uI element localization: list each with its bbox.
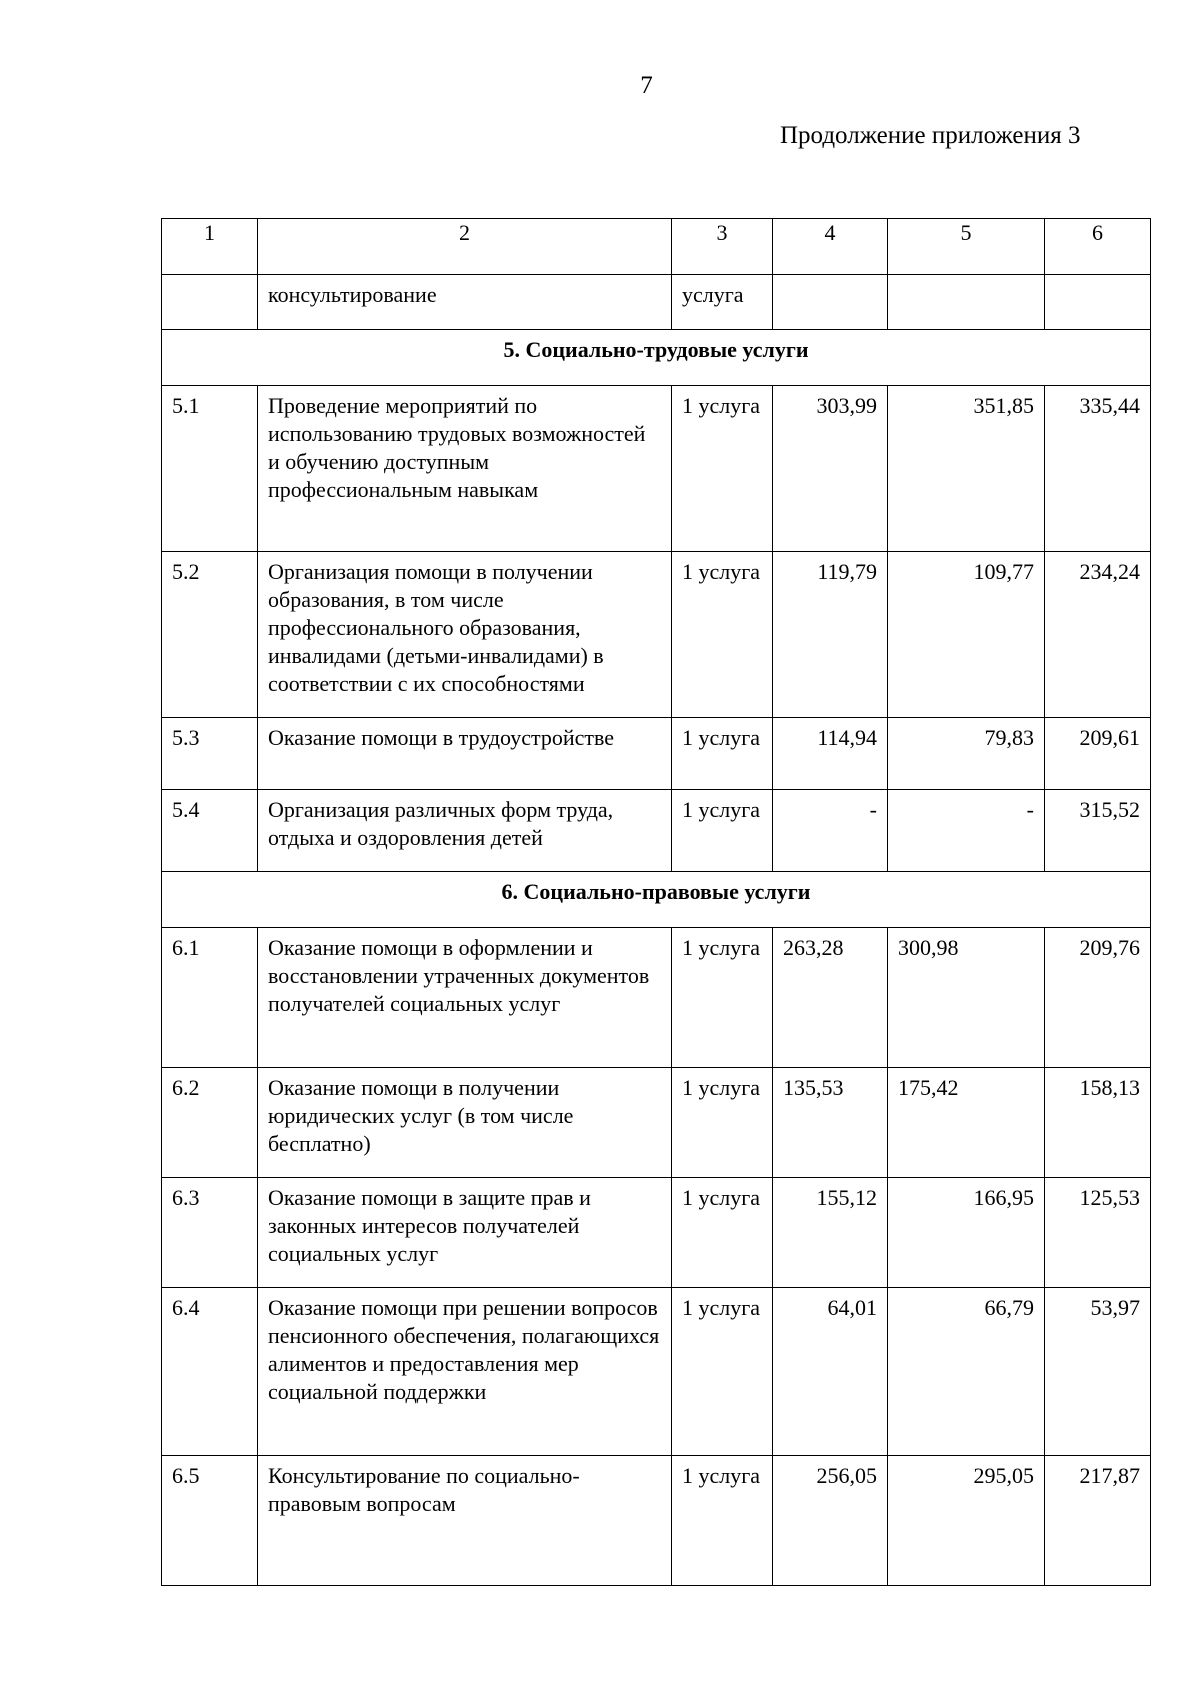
- value-col-5: 351,85: [888, 386, 1045, 552]
- continuation-label: Продолжение приложения 3: [780, 122, 1081, 149]
- value-col-5: 79,83: [888, 718, 1045, 790]
- value-col-6: 315,52: [1045, 790, 1151, 872]
- value-col-6: 209,76: [1045, 928, 1151, 1068]
- value-col-5: 175,42: [888, 1068, 1045, 1178]
- unit-cell: 1 услуга: [672, 1178, 773, 1288]
- value-col-5: 109,77: [888, 552, 1045, 718]
- table-row: [162, 1288, 1151, 1456]
- column-number: 3: [672, 219, 773, 275]
- unit-cell: 1 услуга: [672, 386, 773, 552]
- unit-cell: 1 услуга: [672, 928, 773, 1068]
- item-number: 5.2: [162, 552, 258, 718]
- services-table: [161, 218, 1151, 1586]
- value-col-4: [773, 275, 888, 330]
- service-name: Оказание помощи в защите прав и законных интересов получателей социальных услуг: [258, 1178, 672, 1288]
- service-name: Организация различных форм труда, отдыха и оздоровления детей: [258, 790, 672, 872]
- column-number: 2: [258, 219, 672, 275]
- service-name: Консультирование по социально-правовым вопросам: [258, 1456, 672, 1586]
- service-name: Оказание помощи в оформлении и восстановлении утраченных документов получателей социальных услуг: [258, 928, 672, 1068]
- table-row: [162, 1178, 1151, 1288]
- value-col-6: 125,53: [1045, 1178, 1151, 1288]
- value-col-5: 300,98: [888, 928, 1045, 1068]
- value-col-4: 135,53: [773, 1068, 888, 1178]
- service-name: Организация помощи в получении образования, в том числе профессионального образования, инвалидами (детьми-инвалидами) в соответствии с их способностями: [258, 552, 672, 718]
- table-row: [162, 1068, 1151, 1178]
- service-name: Оказание помощи в получении юридических услуг (в том числе бесплатно): [258, 1068, 672, 1178]
- item-number: 6.2: [162, 1068, 258, 1178]
- value-col-6: 209,61: [1045, 718, 1151, 790]
- value-col-5: 295,05: [888, 1456, 1045, 1586]
- item-number: 6.1: [162, 928, 258, 1068]
- unit-cell: 1 услуга: [672, 552, 773, 718]
- value-col-5: 66,79: [888, 1288, 1045, 1456]
- section-header-row: [162, 330, 1151, 386]
- section-header-row: [162, 872, 1151, 928]
- table-row: [162, 790, 1151, 872]
- unit-cell: 1 услуга: [672, 1288, 773, 1456]
- page-number: 7: [640, 72, 653, 99]
- value-col-6: 158,13: [1045, 1068, 1151, 1178]
- section-title: 6. Социально-правовые услуги: [162, 872, 1151, 928]
- column-number: 5: [888, 219, 1045, 275]
- item-number: 5.1: [162, 386, 258, 552]
- unit-cell: 1 услуга: [672, 1068, 773, 1178]
- item-number: 5.3: [162, 718, 258, 790]
- section-title: 5. Социально-трудовые услуги: [162, 330, 1151, 386]
- value-col-4: 155,12: [773, 1178, 888, 1288]
- value-col-6: 335,44: [1045, 386, 1151, 552]
- column-number: 6: [1045, 219, 1151, 275]
- column-number: 4: [773, 219, 888, 275]
- table-row: [162, 552, 1151, 718]
- service-name: Проведение мероприятий по использованию трудовых возможностей и обучению доступным профессиональным навыкам: [258, 386, 672, 552]
- item-number: 6.4: [162, 1288, 258, 1456]
- column-number-row: [162, 219, 1151, 275]
- value-col-4: 263,28: [773, 928, 888, 1068]
- value-col-5: 166,95: [888, 1178, 1045, 1288]
- service-name: Оказание помощи в трудоустройстве: [258, 718, 672, 790]
- column-number: 1: [162, 219, 258, 275]
- service-name: консультирование: [258, 275, 672, 330]
- item-number: [162, 275, 258, 330]
- item-number: 6.5: [162, 1456, 258, 1586]
- service-name: Оказание помощи при решении вопросов пенсионного обеспечения, полагающихся алиментов и предоставления мер социальной поддержки: [258, 1288, 672, 1456]
- item-number: 6.3: [162, 1178, 258, 1288]
- table-row: [162, 386, 1151, 552]
- value-col-4: -: [773, 790, 888, 872]
- table-row: [162, 928, 1151, 1068]
- table-row: [162, 275, 1151, 330]
- value-col-5: [888, 275, 1045, 330]
- value-col-4: 114,94: [773, 718, 888, 790]
- value-col-4: 119,79: [773, 552, 888, 718]
- value-col-5: -: [888, 790, 1045, 872]
- value-col-6: [1045, 275, 1151, 330]
- table-row: [162, 718, 1151, 790]
- item-number: 5.4: [162, 790, 258, 872]
- value-col-6: 234,24: [1045, 552, 1151, 718]
- unit-cell: услуга: [672, 275, 773, 330]
- unit-cell: 1 услуга: [672, 790, 773, 872]
- value-col-6: 217,87: [1045, 1456, 1151, 1586]
- value-col-4: 303,99: [773, 386, 888, 552]
- value-col-6: 53,97: [1045, 1288, 1151, 1456]
- value-col-4: 256,05: [773, 1456, 888, 1586]
- table-row: [162, 1456, 1151, 1586]
- unit-cell: 1 услуга: [672, 1456, 773, 1586]
- value-col-4: 64,01: [773, 1288, 888, 1456]
- unit-cell: 1 услуга: [672, 718, 773, 790]
